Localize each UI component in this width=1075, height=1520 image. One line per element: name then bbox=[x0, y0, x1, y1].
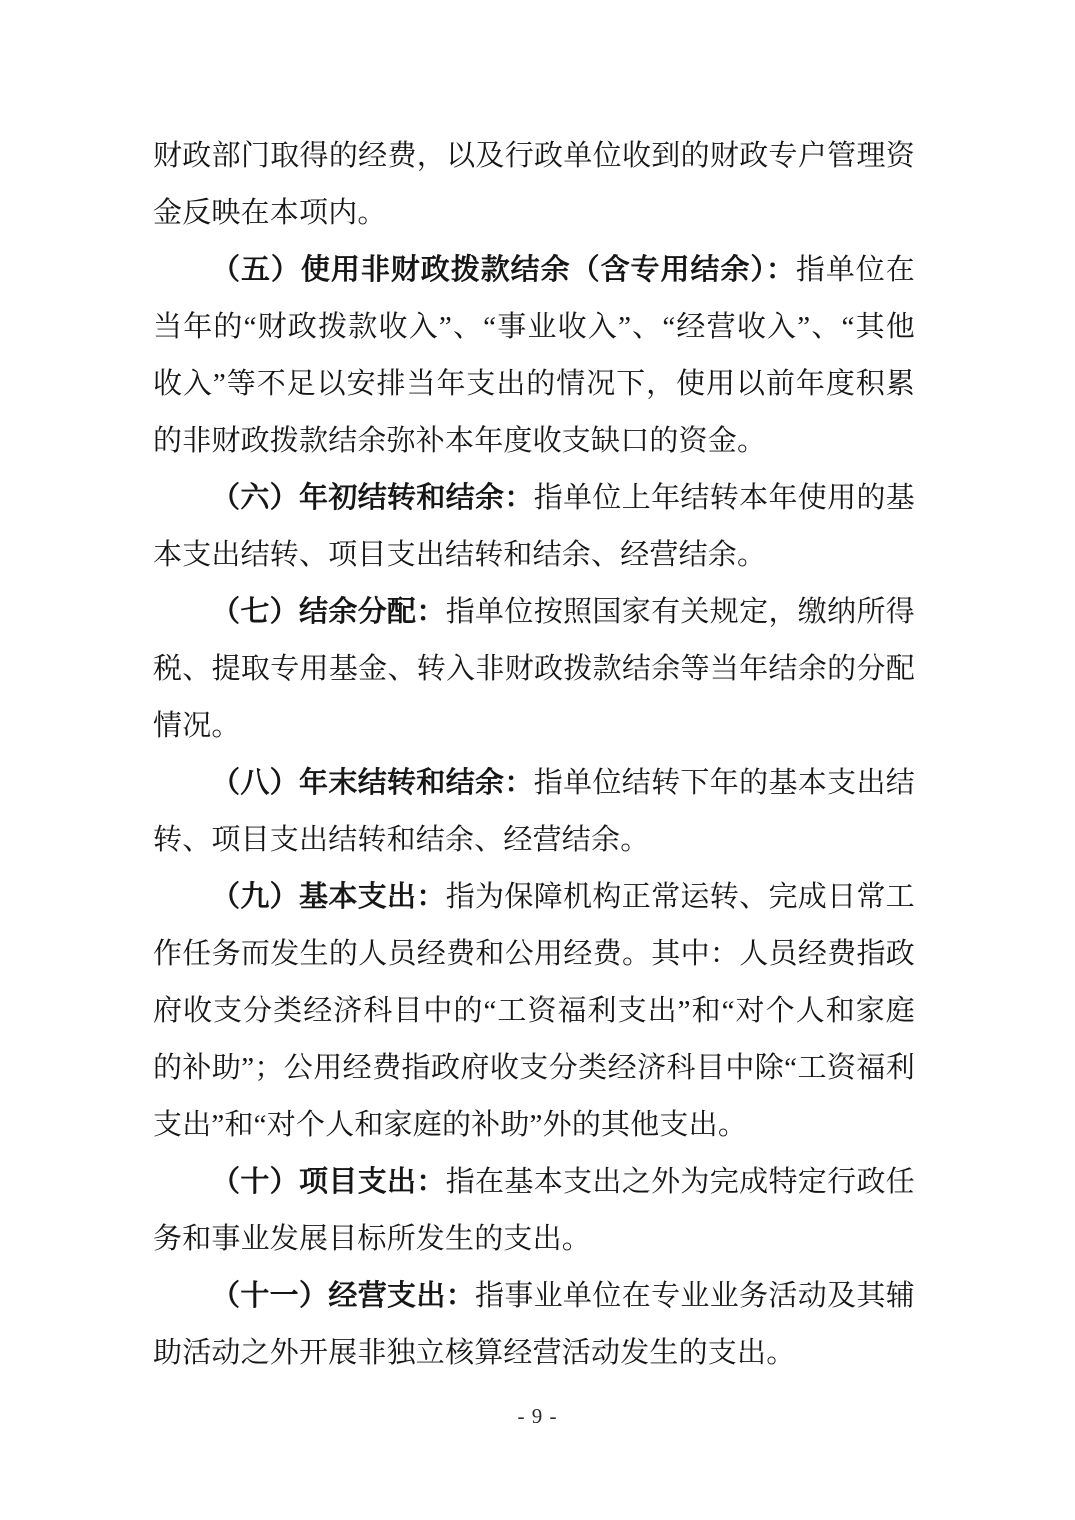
paragraph-text: 指单位在当年的“财政拨款收入”、“事业收入”、“经营收入”、“其他收入”等不足以安排当年支出的情况下，使用以前年度积累的非财政拨款结余弥补本年度收支缺口的资金。 bbox=[153, 254, 915, 457]
paragraph-section-11 bbox=[153, 1268, 915, 1382]
paragraph-text: 指事业单位在专业业务活动及其辅助活动之外开展非独立核算经营活动发生的支出。 bbox=[153, 1280, 915, 1369]
paragraph-section-7 bbox=[153, 584, 915, 755]
paragraph-section-5 bbox=[153, 242, 915, 470]
paragraph-section-9 bbox=[153, 869, 915, 1154]
paragraph-text: 指单位按照国家有关规定，缴纳所得税、提取专用基金、转入非财政拨款结余等当年结余的分配情况。 bbox=[153, 596, 915, 742]
paragraph-continuation bbox=[153, 128, 915, 242]
paragraph-text: 指为保障机构正常运转、完成日常工作任务而发生的人员经费和公用经费。其中：人员经费指政府收支分类经济科目中的“工资福利支出”和“对个人和家庭的补助”；公用经费指政府收支分类经济科目中除“工资福利支出”和“对个人和家庭的补助”外的其他支出。 bbox=[153, 881, 915, 1141]
paragraph-lead: （九）基本支出： bbox=[211, 881, 446, 913]
paragraph-text: 指在基本支出之外为完成特定行政任务和事业发展目标所发生的支出。 bbox=[153, 1166, 915, 1255]
paragraph-lead: （六）年初结转和结余： bbox=[211, 482, 534, 514]
paragraph-text: 指单位上年结转本年使用的基本支出结转、项目支出结转和结余、经营结余。 bbox=[153, 482, 915, 571]
paragraph-lead: （十）项目支出： bbox=[211, 1166, 446, 1198]
paragraph-lead: （八）年末结转和结余： bbox=[211, 767, 534, 799]
page-number: - 9 - bbox=[517, 1404, 558, 1428]
document-content bbox=[153, 128, 915, 1382]
paragraph-text: 财政部门取得的经费，以及行政单位收到的财政专户管理资金反映在本项内。 bbox=[153, 140, 915, 229]
paragraph-lead: （十一）经营支出： bbox=[211, 1280, 476, 1312]
paragraph-section-6 bbox=[153, 470, 915, 584]
paragraph-lead: （五）使用非财政拨款结余（含专用结余）： bbox=[211, 254, 796, 286]
paragraph-lead: （七）结余分配： bbox=[211, 596, 446, 628]
paragraph-section-8 bbox=[153, 755, 915, 869]
paragraph-section-10 bbox=[153, 1154, 915, 1268]
paragraph-text: 指单位结转下年的基本支出结转、项目支出结转和结余、经营结余。 bbox=[153, 767, 915, 856]
